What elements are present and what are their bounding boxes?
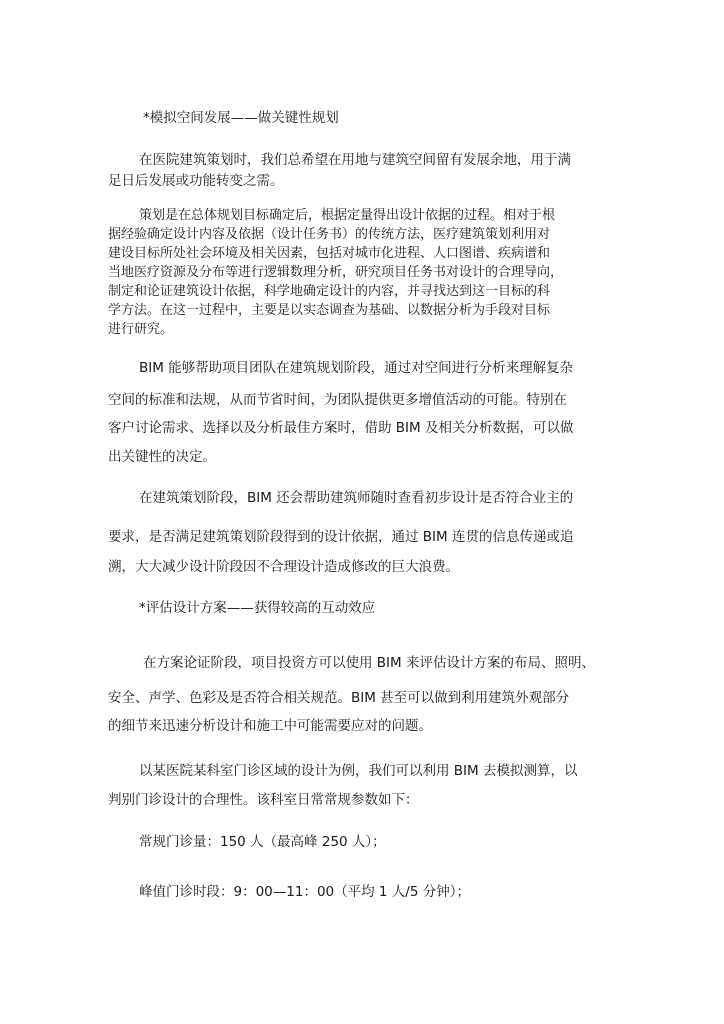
- paragraph-line: 安全、声学、色彩及是否符合相关规范。BIM 甚至可以做到利用建筑外观部分: [108, 690, 570, 706]
- paragraph-line: 当地医疗资源及分布等进行逻辑数理分析，研究项目任务书对设计的合理导向，: [108, 265, 564, 280]
- paragraph-line: 足日后发展或功能转变之需。: [108, 173, 284, 189]
- paragraph-line: 进行研究。: [108, 322, 174, 337]
- paragraph-line: 常规门诊量：150 人（最高峰 250 人）；: [139, 834, 386, 850]
- paragraph-line: 学方法。在这一过程中，主要是以实态调查为基础、以数据分析为手段对目标: [108, 303, 551, 318]
- paragraph-line: BIM 能够帮助项目团队在建筑规划阶段，通过对空间进行分析来理解复杂: [139, 360, 574, 376]
- paragraph-line: 建设目标所处社会环境及相关因素，包括对城市化进程、人口图谱、疾病谱和: [108, 246, 551, 261]
- paragraph-line: 出关键性的决定。: [108, 449, 216, 465]
- paragraph-line: 在方案论证阶段，项目投资方可以使用 BIM 来评估设计方案的布局、照明、: [143, 655, 595, 671]
- section-heading-simulate-space: *模拟空间发展——做关键性规划: [143, 110, 339, 126]
- paragraph-line: 要求，是否满足建筑策划阶段得到的设计依据，通过 BIM 连贯的信息传递或追: [108, 529, 574, 545]
- paragraph-line: 策划是在总体规划目标确定后，根据定量得出设计依据的过程。相对于根: [139, 208, 556, 223]
- paragraph-line: 峰值门诊时段：9：00—11：00（平均 1 人/5 分钟）；: [139, 884, 470, 900]
- paragraph-line: 空间的标准和法规，从而节省时间，为团队提供更多增值活动的可能。特别在: [108, 392, 567, 408]
- paragraph-line: 以某医院某科室门诊区域的设计为例，我们可以利用 BIM 去模拟测算，以: [139, 763, 578, 779]
- paragraph-line: 客户讨论需求、选择以及分析最佳方案时，借助 BIM 及相关分析数据，可以做: [108, 420, 574, 436]
- paragraph-line: 在建筑策划阶段，BIM 还会帮助建筑师随时查看初步设计是否符合业主的: [139, 490, 574, 506]
- paragraph-line: 判别门诊设计的合理性。该科室日常常规参数如下：: [108, 792, 419, 808]
- section-heading-evaluate-design: *评估设计方案——获得较高的互动效应: [139, 600, 376, 616]
- paragraph-line: 溯，大大减少设计阶段因不合理设计造成修改的巨大浪费。: [108, 559, 459, 575]
- paragraph-line: 在医院建筑策划时，我们总希望在用地与建筑空间留有发展余地，用于满: [139, 152, 571, 168]
- paragraph-line: 制定和论证建筑设计依据，科学地确定设计的内容，并寻找达到这一目标的科: [108, 284, 551, 299]
- paragraph-line: 据经验确定设计内容及依据（设计任务书）的传统方法，医疗建筑策划利用对: [108, 227, 551, 242]
- paragraph-line: 的细节来迅速分析设计和施工中可能需要应对的问题。: [108, 718, 432, 734]
